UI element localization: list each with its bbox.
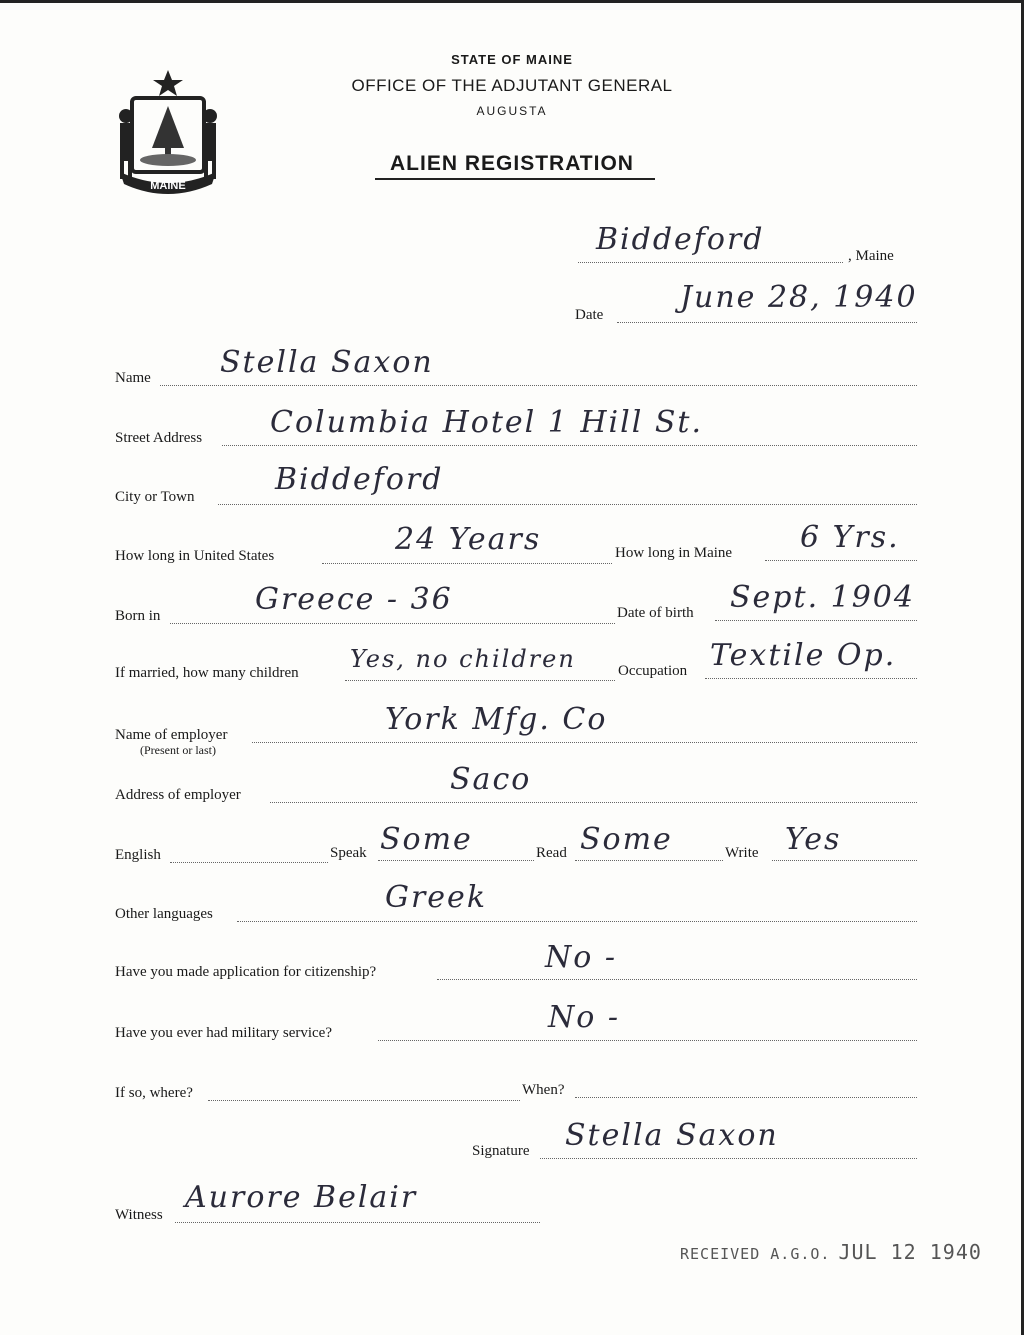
name-value: Stella Saxon <box>220 345 434 380</box>
city-town-value: Biddeford <box>275 462 444 497</box>
received-stamp-date: JUL 12 1940 <box>838 1240 982 1264</box>
signature-label: Signature <box>472 1143 530 1159</box>
received-stamp <box>680 1240 982 1264</box>
occupation-line <box>705 678 917 679</box>
citizenship-line <box>437 979 917 980</box>
if-so-label: If so, where? <box>115 1085 193 1101</box>
military-line <box>378 1040 917 1041</box>
children-value: Yes, no children <box>350 645 576 673</box>
employer-label: Name of employer <box>115 727 228 743</box>
employer-line <box>252 742 917 743</box>
place-value: Biddeford <box>596 222 765 257</box>
read-label: Read <box>536 845 567 861</box>
place-line <box>578 262 843 263</box>
write-label: Write <box>725 845 759 861</box>
read-line <box>575 860 723 861</box>
children-label: If married, how many children <box>115 665 299 681</box>
citizenship-label: Have you made application for citizenship? <box>115 964 377 980</box>
english-label: English <box>115 847 161 863</box>
maine-label: , Maine <box>848 248 894 264</box>
date-line <box>617 322 917 323</box>
street-line <box>222 445 917 446</box>
speak-label: Speak <box>330 845 367 861</box>
citizenship-value: No - <box>545 940 617 975</box>
name-label: Name <box>115 370 151 386</box>
other-languages-line <box>237 921 917 922</box>
signature-line <box>540 1158 917 1159</box>
date-of-birth-label: Date of birth <box>617 605 694 621</box>
received-stamp-text: RECEIVED A.G.O. <box>680 1245 831 1263</box>
military-label: Have you ever had military service? <box>115 1025 332 1041</box>
top-border <box>0 0 1024 3</box>
how-long-maine-line <box>765 560 917 561</box>
how-long-maine-label: How long in Maine <box>615 545 733 561</box>
date-label: Date <box>575 307 604 323</box>
seal-label: MAINE <box>150 180 186 192</box>
employer-address-value: Saco <box>450 762 532 797</box>
form-title: ALIEN REGISTRATION <box>390 152 634 175</box>
write-value: Yes <box>785 822 842 857</box>
when-line <box>575 1097 917 1098</box>
signature-value: Stella Saxon <box>565 1118 779 1153</box>
witness-value: Aurore Belair <box>185 1180 418 1215</box>
date-value: June 28, 1940 <box>680 280 918 315</box>
employer-address-label: Address of employer <box>115 787 241 803</box>
born-in-value: Greece - 36 <box>255 582 453 617</box>
when-label: When? <box>522 1082 565 1098</box>
state-heading: STATE OF MAINE <box>451 52 573 67</box>
witness-line <box>175 1222 540 1223</box>
children-line <box>345 680 615 681</box>
write-line <box>772 860 917 861</box>
other-languages-value: Greek <box>385 880 487 915</box>
office-heading: OFFICE OF THE ADJUTANT GENERAL <box>351 76 673 95</box>
city-town-line <box>218 504 917 505</box>
speak-value: Some <box>380 822 473 857</box>
occupation-value: Textile Op. <box>710 638 897 673</box>
born-in-label: Born in <box>115 608 161 624</box>
employer-note: (Present or last) <box>140 743 216 757</box>
street-label: Street Address <box>115 430 203 446</box>
how-long-us-value: 24 Years <box>395 522 542 557</box>
employer-address-line <box>270 802 917 803</box>
employer-value: York Mfg. Co <box>385 702 608 737</box>
date-of-birth-line <box>715 620 917 621</box>
military-value: No - <box>548 1000 620 1035</box>
title-underline <box>375 178 655 180</box>
city-town-label: City or Town <box>115 489 195 505</box>
occupation-label: Occupation <box>618 663 688 679</box>
city-heading: AUGUSTA <box>476 104 548 118</box>
how-long-us-label: How long in United States <box>115 548 275 564</box>
how-long-maine-value: 6 Yrs. <box>800 520 900 555</box>
name-line <box>160 385 917 386</box>
if-so-line <box>208 1100 520 1101</box>
english-line <box>170 862 328 863</box>
read-value: Some <box>580 822 673 857</box>
street-value: Columbia Hotel 1 Hill St. <box>270 405 704 440</box>
how-long-us-line <box>322 563 612 564</box>
date-of-birth-value: Sept. 1904 <box>730 580 915 615</box>
born-in-line <box>170 623 615 624</box>
other-languages-label: Other languages <box>115 906 213 922</box>
speak-line <box>378 860 534 861</box>
witness-label: Witness <box>115 1207 163 1223</box>
